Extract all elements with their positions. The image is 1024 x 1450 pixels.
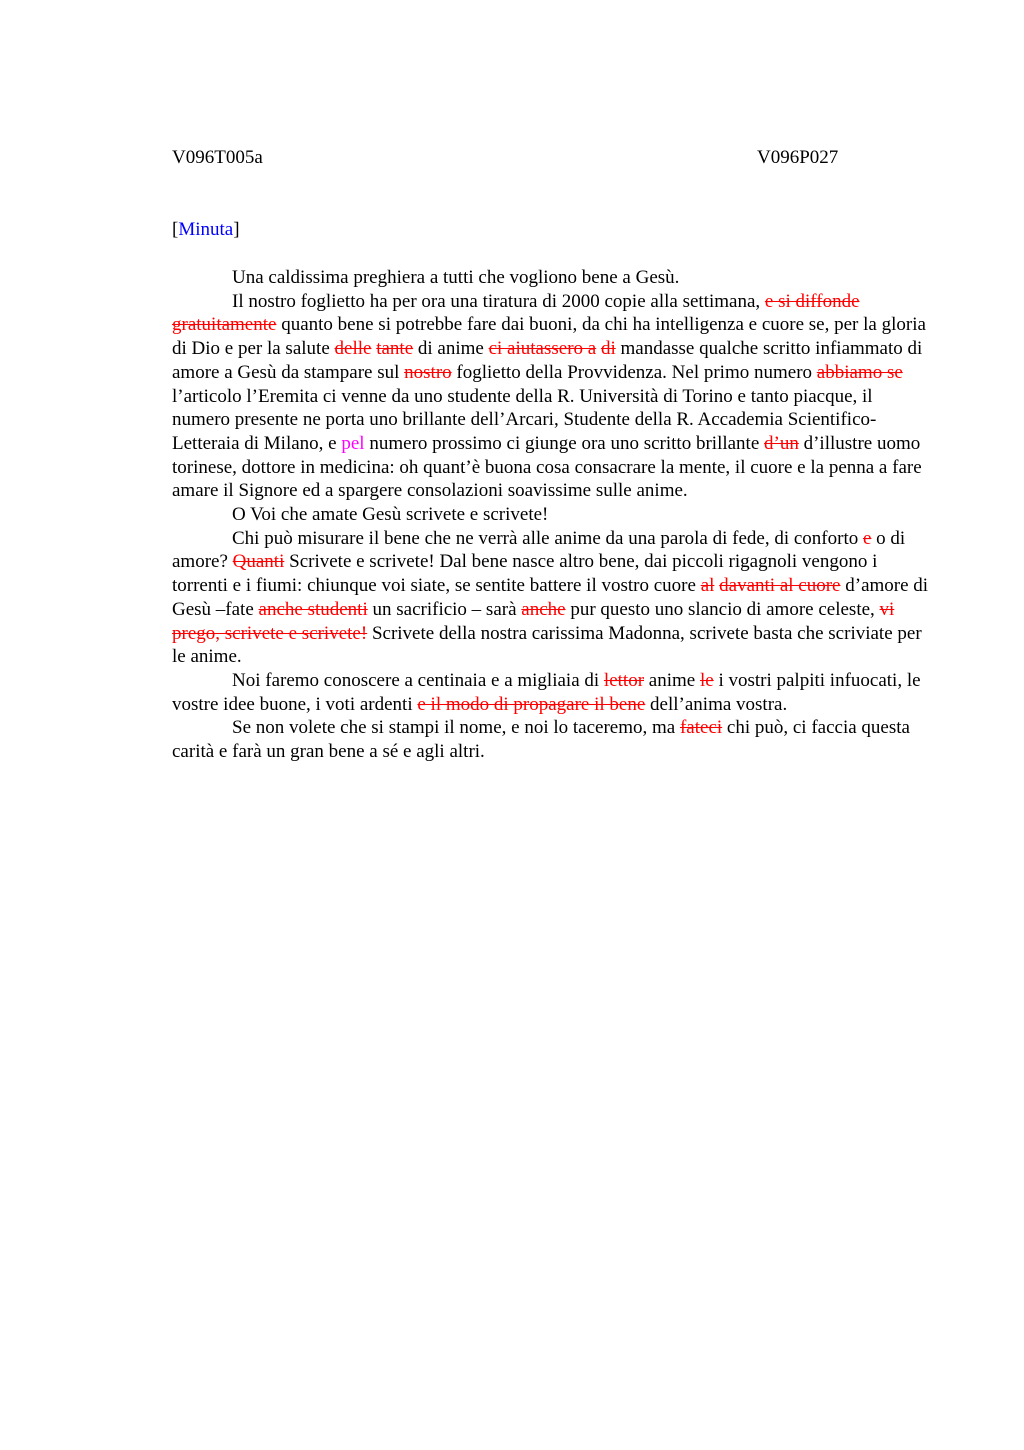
document-code-right: V096P027 [757,147,839,168]
text-segment: Se non volete che si stampi il nome, e noi lo taceremo, ma [232,717,680,739]
text-segment: Scrivete e scrivete! Dal bene nasce altro bene, dai piccoli rigagnoli vengono i torrenti e i fiumi: chiunque voi siate, se sentite battere il vostro cuore [172,551,878,597]
deleted-text: e [862,527,872,549]
text-segment: dell’anima vostra. [645,693,788,715]
text-segment: di anime [413,338,489,360]
deleted-text: al [700,575,715,597]
text-segment: d’illustre uomo torinese, dottore in medicina: oh quant’è buona cosa consacrare la mente, il cuore e la penna a fare amare il Signore ed a spargere consolazioni soavissime sulle anime. [172,432,922,502]
deleted-text: abbiamo se [816,361,903,383]
label-open-bracket: [ [172,219,179,240]
text-segment: Scrivete della nostra carissima Madonna, scrivete basta che scriviate per le anime. [172,622,922,668]
text-segment: mandasse qualche scritto infiammato di amore a Gesù da stampare sul [172,338,923,383]
inserted-text: pel [341,432,365,454]
text-segment: quanto bene si potrebbe fare dai buoni, da chi ha intelligenza e cuore se, per la gloria di Dio e per la salute [172,314,926,360]
paragraph [172,290,934,503]
deleted-text: tante [376,338,414,360]
deleted-text: ci aiutassero a [488,338,597,360]
document-code-left: V096T005a [172,147,263,168]
deleted-text: e si diffonde gratuitamente [172,290,860,336]
text-segment: Noi faremo conoscere a centinaia e a migliaia di [232,669,604,691]
deleted-text: fateci [679,717,723,739]
text-segment: Una caldissima preghiera a tutti che vogliono bene a Gesù. [232,267,680,288]
deleted-text: nostro [404,361,452,383]
text-segment: o di amore? [172,527,906,573]
text-segment: pur questo uno slancio di amore celeste, [565,598,880,620]
deleted-text: di [600,338,616,360]
deleted-text: davanti al cuore [719,575,841,597]
deleted-text: anche studenti [258,598,368,620]
minuta-label [172,218,240,242]
paragraph [172,503,934,527]
deleted-text: Quanti [232,551,285,573]
text-segment: anime [644,669,700,691]
text-segment: numero prossimo ci giunge ora uno scritto brillante [364,432,765,454]
deleted-text: delle [334,338,372,360]
deleted-text: d’un [764,432,799,454]
text-segment: O Voi che amate Gesù scrivete e scrivete! [232,504,549,526]
deleted-text: le [699,669,714,691]
paragraph [172,527,934,669]
text-segment: i vostri palpiti infuocati, le vostre idee buone, i voti ardenti [172,669,921,715]
label-text: Minuta [178,219,234,240]
text-segment: l’articolo l’Eremita ci venne da uno studente della R. Università di Torino e tanto piacque, il numero presente ne porta uno brillante dell’Arcari, Studente della R. Accademia Scientifico-Letteraia di Milano, e [172,385,877,454]
text-segment: Chi può misurare il bene che ne verrà alle anime da una parola di fede, di conforto [232,527,863,549]
text-segment: Il nostro foglietto ha per ora una tiratura di 2000 copie alla settimana, [232,290,765,312]
label-close-bracket: ] [233,219,240,240]
deleted-text: e il modo di propagare il bene [417,693,646,715]
text-segment: d’amore di Gesù –fate [172,575,929,620]
paragraph [172,669,934,716]
letter-body [172,266,934,764]
deleted-text: lettor [603,669,645,691]
deleted-text: anche [521,598,566,620]
text-segment: un sacrificio – sarà [367,598,522,620]
deleted-text: vi prego, scrivete e scrivete! [172,598,895,644]
text-segment: foglietto della Provvidenza. Nel primo numero [451,361,817,383]
text-segment: chi può, ci faccia questa carità e farà un gran bene a sé e agli altri. [172,717,910,763]
paragraph [172,716,934,763]
paragraph [172,266,934,290]
